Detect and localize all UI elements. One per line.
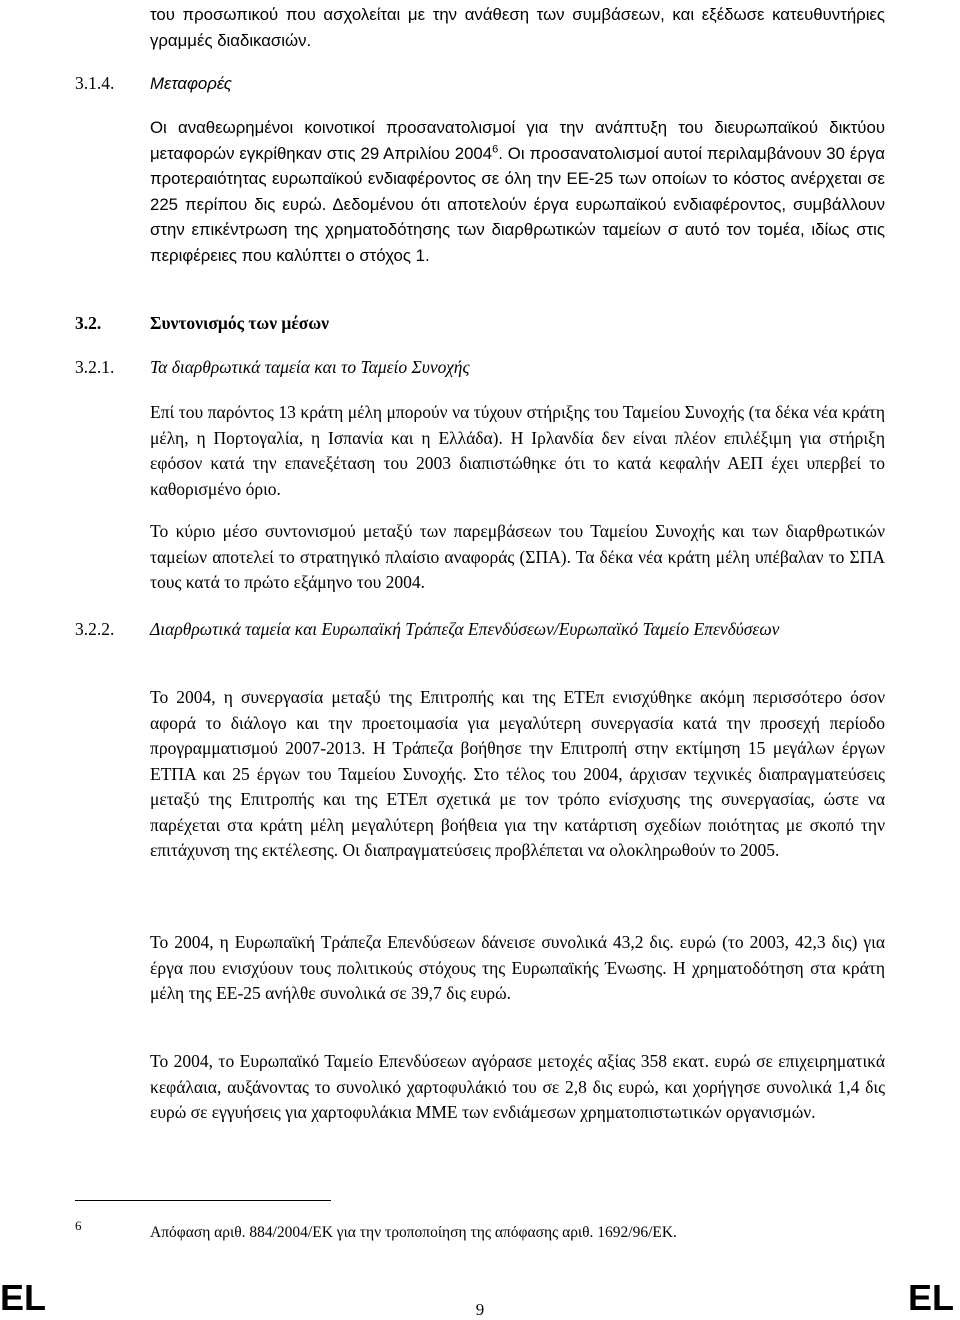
language-code-left: EL: [0, 1277, 47, 1318]
section-title-3-2: Συντονισμός των μέσων: [150, 313, 329, 333]
footnote-ref[interactable]: 6: [492, 142, 499, 155]
section-title-3-2-2: Διαρθρωτικά ταμεία και Ευρωπαϊκή Τράπεζα Επενδύσεων/Ευρωπαϊκό Ταμείο Επενδύσεων: [150, 619, 780, 639]
eib-paragraph-2: Το 2004, η Ευρωπαϊκή Τράπεζα Επενδύσεων δάνεισε συνολικά 43,2 δις. ευρώ (το 2003, 42,3 δις) για έργα που ενισχύουν τους πολιτικούς στόχους της Ευρωπαϊκής Ένωσης. Η χρηματοδότηση στα κράτη μέλη της ΕΕ-25 ανήλθε συνολικά σε 39,7 δις ευρώ.: [150, 932, 885, 1003]
section-number-3-1-4: 3.1.4.: [75, 73, 115, 93]
footnote-text: Απόφαση αριθ. 884/2004/ΕΚ για την τροποποίηση της απόφασης αριθ. 1692/96/ΕΚ.: [150, 1224, 677, 1241]
section-title-3-1-4: Μεταφορές: [150, 74, 232, 93]
section-title-3-2-1: Τα διαρθρωτικά ταμεία και το Ταμείο Συνοχής: [150, 357, 470, 377]
transport-text-b: . Οι προσανατολισμοί αυτοί περιλαμβάνουν 30 έργα προτεραιότητας ευρωπαϊκού ενδιαφέροντος σε όλη την ΕΕ-25 των οποίων το κόστος ανέρχεται σε 225 περίπου δις ευρώ. Δεδομένου ότι αποτελούν έργα ευρωπαϊκού ενδιαφέροντος, συμβάλλουν στην επικέντρωση της χρηματοδότησης των διαρθρωτικών ταμείων σ αυτό τον τομέα, ιδίως στις περιφέρειες που καλύπτει ο στόχος 1.: [150, 143, 885, 265]
footnote-separator: [75, 1200, 331, 1201]
footnote-number: 6: [75, 1218, 82, 1233]
language-code-right: EL: [907, 1277, 954, 1318]
transport-text-a: Οι αναθεωρημένοι κοινοτικοί προσανατολισμοί για την ανάπτυξη του διευρωπαϊκού δικτύου μεταφορών εγκρίθηκαν στις 29 Απριλίου 2004: [150, 118, 885, 163]
section-number-3-2-2: 3.2.2.: [75, 619, 115, 639]
eib-paragraph-1: Το 2004, η συνεργασία μεταξύ της Επιτροπής και της ΕΤΕπ ενισχύθηκε ακόμη περισσότερο όσον αφορά το διάλογο και την προετοιμασία για μεγαλύτερη συνεργασία κατά την προσεχή περίοδο προγραμματισμού 2007-2013. Η Τράπεζα βοήθησε την Επιτροπή στην εκτίμηση 15 μεγάλων έργων ΕΤΠΑ και 25 έργων του Ταμείου Συνοχής. Στο τέλος του 2004, άρχισαν τεχνικές διαπραγματεύσεις μεταξύ της Επιτροπής και της ΕΤΕπ σχετικά με τον τρόπο ενίσχυσης της συνεργασίας, ώστε να παρέχεται στα κράτη μέλη μεγαλύτερη βοήθεια για την κατάρτιση σχεδίων ποιότητας με σκοπό την επιτάχυνση της εκτέλεσης. Οι διαπραγματεύσεις προβλέπεται να ολοκληρωθούν το 2005.: [150, 687, 885, 860]
transport-paragraph: [150, 115, 885, 268]
section-number-3-2: 3.2.: [75, 313, 102, 333]
page-number: 9: [475, 1300, 485, 1319]
section-number-3-2-1: 3.2.1.: [75, 357, 115, 377]
intro-paragraph: του προσωπικού που ασχολείται με την ανάθεση των συμβάσεων, και εξέδωσε κατευθυντήριες γραμμές διαδικασιών.: [150, 5, 885, 50]
cohesion-paragraph-1: Επί του παρόντος 13 κράτη μέλη μπορούν να τύχουν στήριξης του Ταμείου Συνοχής (τα δέκα νέα κράτη μέλη, η Πορτογαλία, η Ισπανία και η Ελλάδα). Η Ιρλανδία δεν είναι πλέον επιλέξιμη για στήριξη εφόσον κατά την επανεξέταση του 2003 διαπιστώθηκε ότι το κατά κεφαλήν ΑΕΠ έχει υπερβεί το καθορισμένο όριο.: [150, 402, 885, 499]
eif-paragraph: Το 2004, το Ευρωπαϊκό Ταμείο Επενδύσεων αγόρασε μετοχές αξίας 358 εκατ. ευρώ σε επιχειρηματικά κεφάλαια, αυξάνοντας το συνολικό χαρτοφυλάκιό του σε 2,8 δις ευρώ, και χορήγησε συνολικά 1,4 δις ευρώ σε εγγυήσεις για χαρτοφυλάκια ΜΜΕ των ενδιάμεσων χρηματοπιστωτικών οργανισμών.: [150, 1051, 885, 1122]
cohesion-paragraph-2: Το κύριο μέσο συντονισμού μεταξύ των παρεμβάσεων του Ταμείου Συνοχής και των διαρθρωτικών ταμείων αποτελεί το στρατηγικό πλαίσιο αναφοράς (ΣΠΑ). Τα δέκα νέα κράτη μέλη υπέβαλαν το ΣΠΑ τους κατά το πρώτο εξάμηνο του 2004.: [150, 521, 885, 592]
